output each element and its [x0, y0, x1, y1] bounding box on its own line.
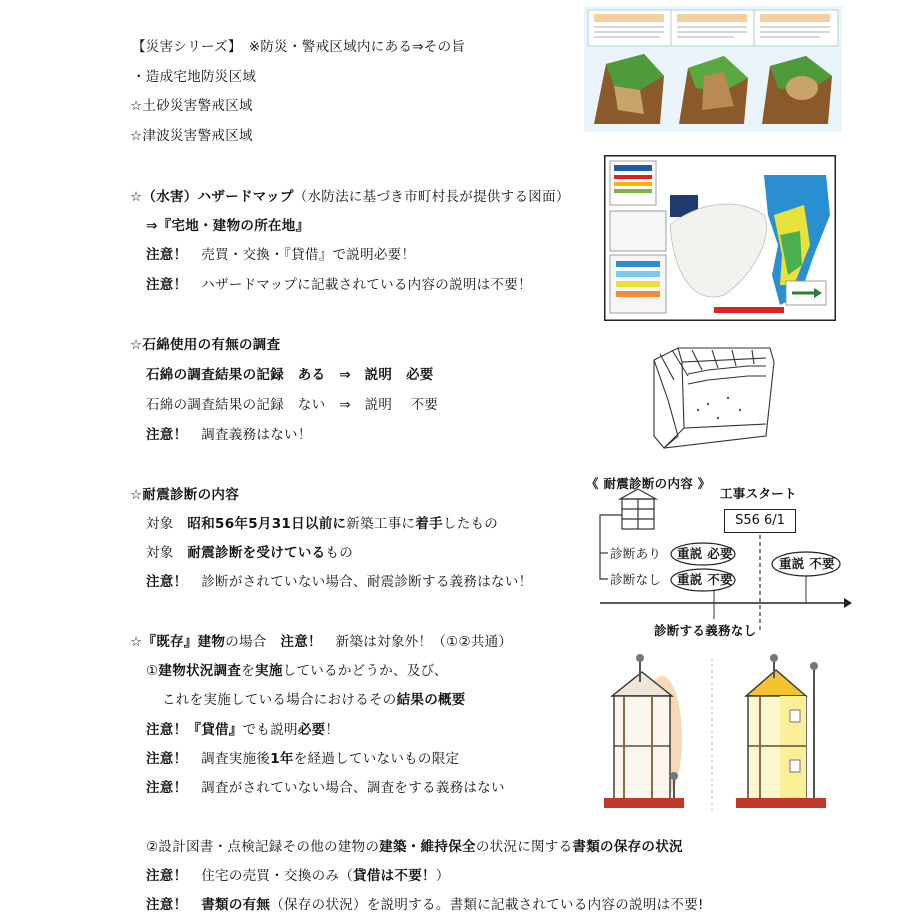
- explain-text: でも説明: [242, 722, 298, 738]
- line-inspection-note-1: [146, 721, 339, 739]
- item-number: ①: [146, 663, 159, 679]
- hazard-note-2-text: ハザードマップに記載されている内容の説明は不要！: [201, 277, 532, 293]
- target-suffix: したもの: [442, 516, 499, 532]
- line-inspection-note-3: [146, 779, 505, 797]
- hazard-map-heading: ☆（水害）ハザードマップ: [130, 189, 294, 205]
- asbestos-room-sketch: [648, 340, 778, 452]
- line-asbestos-heading: ☆石綿使用の有無の調査: [130, 337, 281, 353]
- date-text: 昭和56年5月31日以前に: [187, 516, 347, 532]
- caution-label: 注意！: [146, 751, 188, 767]
- explanation-required-label: 重説 必要: [677, 546, 733, 561]
- line-documents-note-1: [146, 867, 450, 885]
- caution-label: 注意！: [146, 722, 188, 738]
- line-documents-note-2: [146, 896, 704, 914]
- caution-label: 注意！: [146, 868, 188, 884]
- document-existence-text: 書類の有無: [201, 897, 271, 913]
- hazard-map-note: （水防法に基づき市町村長が提供する図面）: [293, 189, 570, 205]
- inspection-rest-text: しているかどうか、及び、: [282, 663, 448, 679]
- caution-label: 注意！: [146, 427, 188, 443]
- building-inspection-text: 建物状況調査: [158, 663, 242, 679]
- line-landslide-zone: ☆土砂災害警戒区域: [130, 98, 253, 114]
- line-residential-zone: ・造成宅地防災区域: [132, 69, 257, 85]
- caution-label: 注意！: [146, 780, 188, 796]
- explanation-not-required-after-label: 重説 不要: [779, 556, 835, 571]
- result-summary-text: 結果の概要: [396, 692, 466, 708]
- line-property-location: ⇒『宅地・建物の所在地』: [146, 218, 310, 234]
- target-label: 対象: [146, 516, 174, 532]
- explanation-not-required-label: 重説 不要: [677, 572, 733, 587]
- line-seismic-heading: ☆耐震診断の内容: [130, 487, 240, 503]
- line-documents: [146, 838, 683, 856]
- lease-text: 『貸借』: [187, 722, 243, 738]
- sale-only-text: 住宅の売買・交換のみ（: [201, 868, 354, 884]
- new-build-excluded-text: 新築は対象外！（①②共通）: [335, 634, 513, 650]
- line-inspection-2: [162, 691, 466, 709]
- line-tsunami-zone: ☆津波災害警戒区域: [130, 128, 253, 144]
- inspection-result-prefix: これを実施している場合におけるその: [162, 692, 397, 708]
- seismic-note-text: 診断がされていない場合、耐震診断する義務はない！: [201, 574, 533, 590]
- line-disaster-series: 【災害シリーズ】 ※防災・警戒区域内にある⇒その旨: [132, 39, 466, 55]
- required-text: 必要: [297, 722, 326, 738]
- commence-text: 着手: [415, 516, 443, 532]
- particle-text: を: [241, 663, 256, 679]
- documents-prefix: ②設計図書・点検記録その他の建物の: [146, 839, 380, 855]
- lease-not-required-text: 貸借は不要！: [353, 868, 436, 884]
- line-hazard-map: [130, 188, 570, 206]
- construction-start-label: 工事スタート: [720, 486, 797, 501]
- hazard-map-image: [604, 155, 836, 321]
- limited-text: を経過していないもの限定: [293, 751, 460, 767]
- seismic-diagram: [586, 475, 854, 643]
- document-storage-text: 書類の保存の状況: [572, 839, 683, 855]
- line-asbestos-record-no: 石綿の調査結果の記録 ない ⇒ 説明 不要: [146, 397, 439, 413]
- caution-label: 注意！: [146, 277, 188, 293]
- house-icon: [620, 489, 656, 529]
- caution-label: 注意！: [146, 574, 188, 590]
- caution-label: 注意！: [146, 897, 188, 913]
- target-label: 対象: [146, 545, 174, 561]
- documents-note-rest: （保存の状況）を説明する。書類に記載されている内容の説明は不要!: [270, 897, 704, 913]
- line-hazard-note-2: [146, 276, 532, 294]
- new-construction-text: 新築工事に: [346, 516, 416, 532]
- hazard-note-1-text: 売買・交換・『貸借』で説明必要！: [201, 247, 416, 263]
- target-suffix: もの: [325, 545, 354, 561]
- no-diagnosis-duty-label: 診断する義務なし: [654, 623, 757, 638]
- seismic-diagram-title: 《 耐震診断の内容 》: [586, 476, 711, 491]
- line-inspection-note-2: [146, 750, 459, 768]
- paren-close: ）: [435, 868, 450, 884]
- house-inspection-illustration: [604, 648, 836, 818]
- exclaim-text: ！: [325, 722, 340, 738]
- after-inspection-text: 調査実施後: [201, 751, 271, 767]
- documents-mid: の状況に関する: [475, 839, 573, 855]
- line-seismic-target-1: [146, 515, 498, 533]
- construction-maintenance-text: 建築・維持保全: [379, 839, 476, 855]
- line-asbestos-record-yes: 石綿の調査結果の記録 ある ⇒ 説明 必要: [146, 367, 434, 383]
- landslide-illustration: [584, 6, 842, 132]
- diagnosed-text: 耐震診断を受けている: [187, 545, 326, 561]
- caution-label: 注意！: [146, 247, 188, 263]
- line-seismic-target-2: [146, 544, 353, 562]
- one-year-text: 1年: [270, 751, 294, 767]
- existing-building-heading: ☆『既存』建物: [130, 634, 226, 650]
- line-seismic-note: [146, 573, 532, 591]
- caution-label: 注意！: [280, 634, 322, 650]
- implemented-text: 実施: [255, 663, 283, 679]
- line-asbestos-note: [146, 426, 312, 444]
- date-box: S56 6/1: [724, 509, 796, 533]
- line-inspection-1: [146, 662, 448, 680]
- without-diagnosis-label: 診断なし: [610, 572, 662, 587]
- with-diagnosis-label: 診断あり: [610, 546, 662, 561]
- asbestos-note-text: 調査義務はない！: [201, 427, 312, 443]
- existing-case-text: の場合: [225, 634, 267, 650]
- line-existing-building: [130, 633, 512, 651]
- no-duty-text: 調査がされていない場合、調査をする義務はない: [201, 780, 505, 796]
- line-hazard-note-1: [146, 246, 415, 264]
